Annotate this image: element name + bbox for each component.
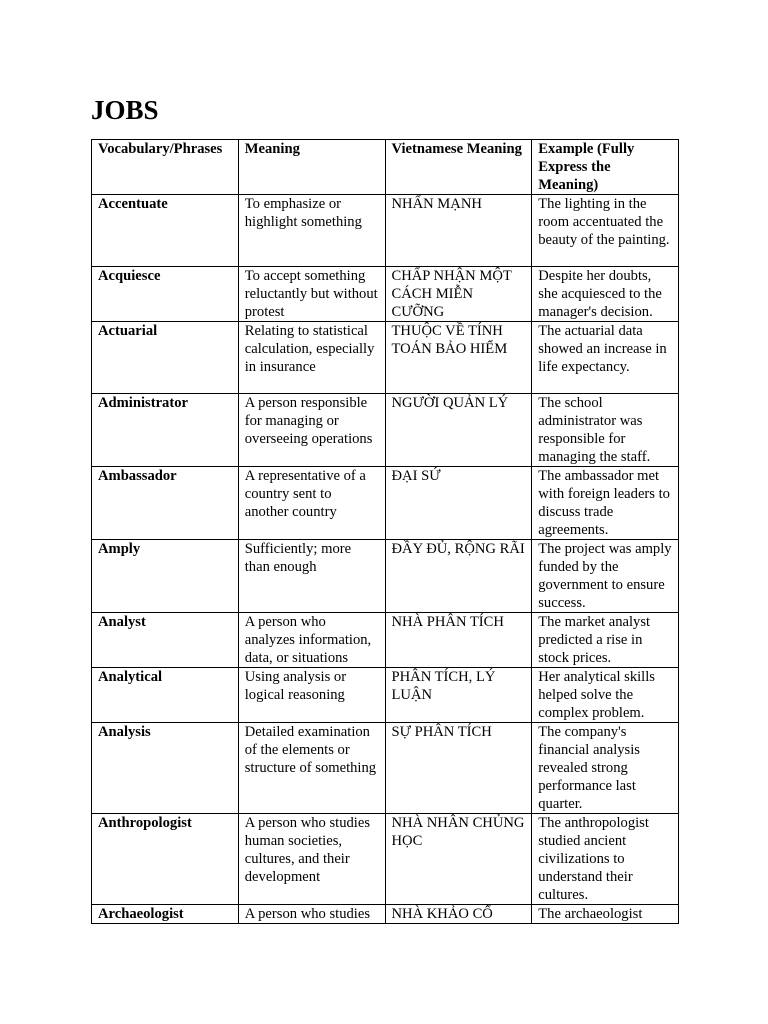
header-meaning: Meaning <box>238 140 385 195</box>
table-row <box>92 814 679 905</box>
table-row <box>92 467 679 540</box>
meaning-cell: A person responsible for managing or overseeing operations <box>238 394 385 467</box>
table-row <box>92 723 679 814</box>
example-cell: The project was amply funded by the government to ensure success. <box>532 540 679 613</box>
example-cell: The company's financial analysis revealed strong performance last quarter. <box>532 723 679 814</box>
meaning-cell: A person who studies <box>238 905 385 924</box>
term-cell: Actuarial <box>92 322 239 394</box>
term-cell: Acquiesce <box>92 267 239 322</box>
header-example: Example (Fully Express the Meaning) <box>532 140 679 195</box>
vietnamese-cell: NHÀ NHÂN CHỦNG HỌC <box>385 814 532 905</box>
example-cell: The archaeologist <box>532 905 679 924</box>
vietnamese-cell: NGƯỜI QUẢN LÝ <box>385 394 532 467</box>
table-row <box>92 668 679 723</box>
table-row <box>92 613 679 668</box>
meaning-cell: A person who analyzes information, data, or situations <box>238 613 385 668</box>
meaning-cell: Using analysis or logical reasoning <box>238 668 385 723</box>
example-cell: The lighting in the room accentuated the beauty of the painting. <box>532 195 679 267</box>
example-cell: The market analyst predicted a rise in stock prices. <box>532 613 679 668</box>
meaning-cell: Sufficiently; more than enough <box>238 540 385 613</box>
vocabulary-table <box>91 139 679 924</box>
meaning-cell: Relating to statistical calculation, especially in insurance <box>238 322 385 394</box>
vietnamese-cell: ĐẠI SỨ <box>385 467 532 540</box>
term-cell: Administrator <box>92 394 239 467</box>
vietnamese-cell: PHÂN TÍCH, LÝ LUẬN <box>385 668 532 723</box>
term-cell: Analysis <box>92 723 239 814</box>
vietnamese-cell: ĐẦY ĐỦ, RỘNG RÃI <box>385 540 532 613</box>
vietnamese-cell: NHÀ PHÂN TÍCH <box>385 613 532 668</box>
example-cell: The actuarial data showed an increase in life expectancy. <box>532 322 679 394</box>
example-cell: The anthropologist studied ancient civilizations to understand their cultures. <box>532 814 679 905</box>
meaning-cell: A representative of a country sent to another country <box>238 467 385 540</box>
header-vietnamese-meaning: Vietnamese Meaning <box>385 140 532 195</box>
table-row <box>92 394 679 467</box>
term-cell: Analytical <box>92 668 239 723</box>
term-cell: Accentuate <box>92 195 239 267</box>
table-row <box>92 905 679 924</box>
vietnamese-cell: SỰ PHÂN TÍCH <box>385 723 532 814</box>
table-row <box>92 322 679 394</box>
meaning-cell: Detailed examination of the elements or structure of something <box>238 723 385 814</box>
header-vocabulary: Vocabulary/Phrases <box>92 140 239 195</box>
vietnamese-cell: NHẤN MẠNH <box>385 195 532 267</box>
example-cell: Her analytical skills helped solve the complex problem. <box>532 668 679 723</box>
example-cell: The school administrator was responsible for managing the staff. <box>532 394 679 467</box>
vietnamese-cell: NHÀ KHẢO CỔ <box>385 905 532 924</box>
meaning-cell: A person who studies human societies, cultures, and their development <box>238 814 385 905</box>
term-cell: Analyst <box>92 613 239 668</box>
meaning-cell: To accept something reluctantly but without protest <box>238 267 385 322</box>
page-title: JOBS <box>91 95 159 125</box>
term-cell: Anthropologist <box>92 814 239 905</box>
term-cell: Archaeologist <box>92 905 239 924</box>
term-cell: Amply <box>92 540 239 613</box>
table-row <box>92 540 679 613</box>
meaning-cell: To emphasize or highlight something <box>238 195 385 267</box>
example-cell: Despite her doubts, she acquiesced to the manager's decision. <box>532 267 679 322</box>
table-row <box>92 267 679 322</box>
term-cell: Ambassador <box>92 467 239 540</box>
table-header-row <box>92 140 679 195</box>
table-row <box>92 195 679 267</box>
example-cell: The ambassador met with foreign leaders to discuss trade agreements. <box>532 467 679 540</box>
vietnamese-cell: THUỘC VỀ TÍNH TOÁN BẢO HIỂM <box>385 322 532 394</box>
vietnamese-cell: CHẤP NHẬN MỘT CÁCH MIỄN CƯỠNG <box>385 267 532 322</box>
